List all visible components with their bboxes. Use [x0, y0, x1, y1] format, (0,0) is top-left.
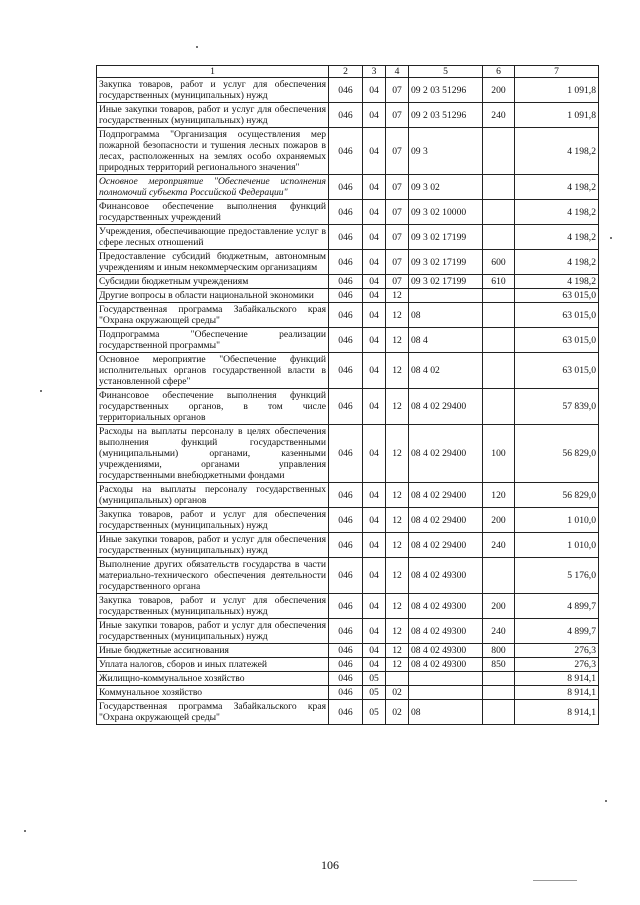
row-expense-type	[483, 686, 515, 700]
row-expense-type: 610	[483, 275, 515, 289]
budget-table	[96, 65, 599, 725]
row-target-article	[409, 686, 483, 700]
row-name: Подпрограмма "Организация осуществления мер пожарной безопасности и тушения лесных пожаров в лесах, расположенных на землях особо охраняемых природных территорий регионального значения"	[97, 128, 329, 175]
row-name: Расходы на выплаты персоналу в целях обеспечения выполнения функций государственными (муниципальными) органами, казенными учреждениями, органами управления государственными внебюджетными фондами	[97, 425, 329, 483]
row-amount: 276,3	[515, 644, 599, 658]
table-row	[97, 644, 599, 658]
row-name: Предоставление субсидий бюджетным, автономным учреждениям и иным некоммерческим организациям	[97, 250, 329, 275]
row-ministry-code: 046	[329, 200, 363, 225]
row-section: 04	[363, 425, 386, 483]
table-row	[97, 700, 599, 725]
row-section: 05	[363, 672, 386, 686]
row-expense-type: 850	[483, 658, 515, 672]
row-expense-type	[483, 700, 515, 725]
table-row	[97, 175, 599, 200]
row-amount: 63 015,0	[515, 303, 599, 328]
scan-speck	[605, 800, 607, 802]
header-cell-4: 4	[386, 66, 409, 78]
table-row	[97, 594, 599, 619]
scan-speck	[24, 830, 26, 832]
table-row	[97, 275, 599, 289]
row-expense-type	[483, 200, 515, 225]
row-ministry-code: 046	[329, 225, 363, 250]
row-ministry-code: 046	[329, 328, 363, 353]
row-subsection: 12	[386, 558, 409, 594]
row-target-article: 08	[409, 303, 483, 328]
footer-line	[533, 880, 577, 881]
row-ministry-code: 046	[329, 644, 363, 658]
row-expense-type	[483, 672, 515, 686]
header-cell-6: 6	[483, 66, 515, 78]
row-section: 04	[363, 644, 386, 658]
row-name: Иные закупки товаров, работ и услуг для обеспечения государственных (муниципальных) нужд	[97, 619, 329, 644]
row-target-article: 08 4 02 29400	[409, 425, 483, 483]
row-expense-type	[483, 289, 515, 303]
row-target-article: 09 3 02 17199	[409, 250, 483, 275]
row-name: Субсидии бюджетным учреждениям	[97, 275, 329, 289]
row-target-article	[409, 289, 483, 303]
row-expense-type: 240	[483, 103, 515, 128]
row-target-article: 08 4 02 29400	[409, 483, 483, 508]
row-ministry-code: 046	[329, 619, 363, 644]
table-row	[97, 128, 599, 175]
row-section: 05	[363, 686, 386, 700]
row-amount: 1 010,0	[515, 533, 599, 558]
row-section: 04	[363, 594, 386, 619]
row-amount: 4 198,2	[515, 275, 599, 289]
row-target-article: 08 4 02 49300	[409, 558, 483, 594]
row-amount: 5 176,0	[515, 558, 599, 594]
row-amount: 4 899,7	[515, 619, 599, 644]
row-subsection: 12	[386, 508, 409, 533]
row-expense-type	[483, 303, 515, 328]
row-subsection: 07	[386, 250, 409, 275]
table-row	[97, 686, 599, 700]
row-ministry-code: 046	[329, 175, 363, 200]
row-name: Иные закупки товаров, работ и услуг для обеспечения государственных (муниципальных) нужд	[97, 533, 329, 558]
header-cell-3: 3	[363, 66, 386, 78]
row-section: 04	[363, 328, 386, 353]
row-expense-type: 240	[483, 533, 515, 558]
row-expense-type	[483, 175, 515, 200]
row-target-article: 08 4 02 49300	[409, 594, 483, 619]
row-expense-type	[483, 353, 515, 389]
table-row	[97, 250, 599, 275]
row-subsection: 07	[386, 200, 409, 225]
row-expense-type: 600	[483, 250, 515, 275]
row-expense-type	[483, 558, 515, 594]
row-amount: 56 829,0	[515, 425, 599, 483]
row-name: Основное мероприятие "Обеспечение функций исполнительных органов государственной власти в установленной сфере"	[97, 353, 329, 389]
row-name: Государственная программа Забайкальского края "Охрана окружающей среды"	[97, 303, 329, 328]
row-ministry-code: 046	[329, 483, 363, 508]
row-ministry-code: 046	[329, 672, 363, 686]
row-section: 04	[363, 508, 386, 533]
row-target-article: 08 4 02 49300	[409, 644, 483, 658]
row-section: 05	[363, 700, 386, 725]
row-subsection: 12	[386, 483, 409, 508]
row-section: 04	[363, 175, 386, 200]
table-row	[97, 658, 599, 672]
header-cell-5: 5	[409, 66, 483, 78]
row-section: 04	[363, 303, 386, 328]
row-subsection: 12	[386, 658, 409, 672]
row-target-article: 08 4 02	[409, 353, 483, 389]
row-amount: 276,3	[515, 658, 599, 672]
row-section: 04	[363, 558, 386, 594]
row-ministry-code: 046	[329, 275, 363, 289]
row-name: Иные закупки товаров, работ и услуг для обеспечения государственных (муниципальных) нужд	[97, 103, 329, 128]
table-row	[97, 619, 599, 644]
row-subsection	[386, 672, 409, 686]
row-section: 04	[363, 389, 386, 425]
row-subsection: 07	[386, 275, 409, 289]
row-name: Подпрограмма "Обеспечение реализации государственной программы"	[97, 328, 329, 353]
row-target-article: 09 3 02 17199	[409, 225, 483, 250]
row-section: 04	[363, 225, 386, 250]
row-ministry-code: 046	[329, 425, 363, 483]
header-row	[97, 66, 599, 78]
row-name: Уплата налогов, сборов и иных платежей	[97, 658, 329, 672]
row-section: 04	[363, 275, 386, 289]
row-ministry-code: 046	[329, 658, 363, 672]
row-target-article: 08 4 02 29400	[409, 533, 483, 558]
row-ministry-code: 046	[329, 594, 363, 619]
row-subsection: 07	[386, 103, 409, 128]
row-amount: 8 914,1	[515, 700, 599, 725]
row-subsection: 12	[386, 644, 409, 658]
row-ministry-code: 046	[329, 250, 363, 275]
table-row	[97, 303, 599, 328]
scan-speck	[610, 237, 612, 239]
row-target-article	[409, 672, 483, 686]
row-subsection: 07	[386, 128, 409, 175]
row-subsection: 02	[386, 686, 409, 700]
row-target-article: 09 2 03 51296	[409, 103, 483, 128]
row-section: 04	[363, 533, 386, 558]
row-target-article: 09 3 02 17199	[409, 275, 483, 289]
row-expense-type	[483, 128, 515, 175]
row-amount: 1 091,8	[515, 78, 599, 103]
row-subsection: 12	[386, 289, 409, 303]
row-section: 04	[363, 619, 386, 644]
row-subsection: 12	[386, 303, 409, 328]
header-cell-2: 2	[329, 66, 363, 78]
header-cell-7: 7	[515, 66, 599, 78]
row-ministry-code: 046	[329, 686, 363, 700]
row-subsection: 07	[386, 175, 409, 200]
row-subsection: 12	[386, 328, 409, 353]
row-ministry-code: 046	[329, 700, 363, 725]
row-target-article: 08 4 02 29400	[409, 508, 483, 533]
row-amount: 8 914,1	[515, 686, 599, 700]
table-row	[97, 389, 599, 425]
row-target-article: 08	[409, 700, 483, 725]
row-amount: 4 198,2	[515, 128, 599, 175]
row-section: 04	[363, 353, 386, 389]
row-name: Государственная программа Забайкальского края "Охрана окружающей среды"	[97, 700, 329, 725]
row-name: Другие вопросы в области национальной экономики	[97, 289, 329, 303]
row-expense-type	[483, 225, 515, 250]
row-amount: 4 198,2	[515, 250, 599, 275]
row-name: Закупка товаров, работ и услуг для обеспечения государственных (муниципальных) нужд	[97, 78, 329, 103]
table-row	[97, 353, 599, 389]
row-section: 04	[363, 200, 386, 225]
row-name: Основное мероприятие "Обеспечение исполнения полномочий субъекта Российской Федерации"	[97, 175, 329, 200]
scan-speck	[196, 46, 198, 48]
row-target-article: 08 4 02 49300	[409, 658, 483, 672]
header-cell-1: 1	[97, 66, 329, 78]
row-target-article: 08 4 02 29400	[409, 389, 483, 425]
row-amount: 4 198,2	[515, 200, 599, 225]
row-subsection: 12	[386, 389, 409, 425]
row-expense-type: 200	[483, 508, 515, 533]
table-row	[97, 672, 599, 686]
row-expense-type: 800	[483, 644, 515, 658]
page-number: 106	[321, 858, 339, 872]
row-amount: 63 015,0	[515, 328, 599, 353]
row-name: Финансовое обеспечение выполнения функций государственных органов, в том числе территориальных органов	[97, 389, 329, 425]
row-target-article: 08 4	[409, 328, 483, 353]
row-expense-type	[483, 328, 515, 353]
table-row	[97, 558, 599, 594]
row-section: 04	[363, 250, 386, 275]
row-subsection: 12	[386, 619, 409, 644]
row-expense-type: 200	[483, 594, 515, 619]
row-name: Закупка товаров, работ и услуг для обеспечения государственных (муниципальных) нужд	[97, 594, 329, 619]
row-section: 04	[363, 289, 386, 303]
row-section: 04	[363, 128, 386, 175]
table-row	[97, 289, 599, 303]
scan-speck	[40, 390, 42, 392]
row-target-article: 09 3 02	[409, 175, 483, 200]
row-ministry-code: 046	[329, 353, 363, 389]
row-section: 04	[363, 103, 386, 128]
row-ministry-code: 046	[329, 128, 363, 175]
row-amount: 57 839,0	[515, 389, 599, 425]
row-subsection: 02	[386, 700, 409, 725]
table-row	[97, 508, 599, 533]
row-section: 04	[363, 658, 386, 672]
row-target-article: 09 2 03 51296	[409, 78, 483, 103]
row-amount: 4 198,2	[515, 225, 599, 250]
table-row	[97, 225, 599, 250]
row-amount: 1 091,8	[515, 103, 599, 128]
row-subsection: 12	[386, 533, 409, 558]
table-row	[97, 200, 599, 225]
row-amount: 8 914,1	[515, 672, 599, 686]
row-expense-type: 120	[483, 483, 515, 508]
table-row	[97, 425, 599, 483]
row-section: 04	[363, 78, 386, 103]
row-section: 04	[363, 483, 386, 508]
row-amount: 4 198,2	[515, 175, 599, 200]
table-row	[97, 483, 599, 508]
row-subsection: 12	[386, 353, 409, 389]
row-expense-type: 240	[483, 619, 515, 644]
row-expense-type: 200	[483, 78, 515, 103]
row-subsection: 07	[386, 225, 409, 250]
row-name: Коммунальное хозяйство	[97, 686, 329, 700]
row-ministry-code: 046	[329, 558, 363, 594]
table-row	[97, 328, 599, 353]
row-ministry-code: 046	[329, 103, 363, 128]
row-ministry-code: 046	[329, 508, 363, 533]
row-subsection: 07	[386, 78, 409, 103]
row-ministry-code: 046	[329, 303, 363, 328]
row-ministry-code: 046	[329, 533, 363, 558]
row-name: Иные бюджетные ассигнования	[97, 644, 329, 658]
row-name: Закупка товаров, работ и услуг для обеспечения государственных (муниципальных) нужд	[97, 508, 329, 533]
row-amount: 56 829,0	[515, 483, 599, 508]
row-subsection: 12	[386, 425, 409, 483]
row-amount: 1 010,0	[515, 508, 599, 533]
row-ministry-code: 046	[329, 289, 363, 303]
row-amount: 4 899,7	[515, 594, 599, 619]
row-amount: 63 015,0	[515, 353, 599, 389]
row-name: Учреждения, обеспечивающие предоставление услуг в сфере лесных отношений	[97, 225, 329, 250]
row-ministry-code: 046	[329, 389, 363, 425]
row-expense-type	[483, 389, 515, 425]
row-target-article: 09 3	[409, 128, 483, 175]
row-name: Расходы на выплаты персоналу государственных (муниципальных) органов	[97, 483, 329, 508]
row-subsection: 12	[386, 594, 409, 619]
table-row	[97, 78, 599, 103]
row-target-article: 08 4 02 49300	[409, 619, 483, 644]
row-name: Выполнение других обязательств государства в части материально-технического обеспечения деятельности государственного органа	[97, 558, 329, 594]
row-amount: 63 015,0	[515, 289, 599, 303]
table-row	[97, 103, 599, 128]
table-row	[97, 533, 599, 558]
row-expense-type: 100	[483, 425, 515, 483]
row-target-article: 09 3 02 10000	[409, 200, 483, 225]
row-ministry-code: 046	[329, 78, 363, 103]
row-name: Финансовое обеспечение выполнения функций государственных учреждений	[97, 200, 329, 225]
row-name: Жилищно-коммунальное хозяйство	[97, 672, 329, 686]
